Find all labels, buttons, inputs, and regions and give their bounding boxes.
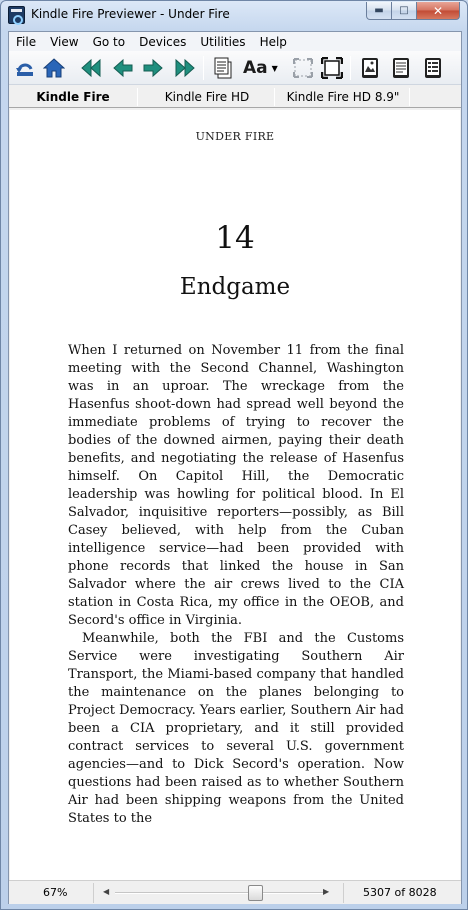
first-page-icon	[80, 57, 102, 79]
menu-bar	[9, 32, 461, 51]
fit-page-button[interactable]	[320, 56, 344, 80]
book-page[interactable]	[10, 110, 460, 880]
window-title: Kindle Fire Previewer - Under Fire	[31, 7, 230, 21]
fit-page-icon	[321, 57, 343, 79]
paragraph: Meanwhile, both the FBI and the Customs Service were investigating Southern Air Transport, the Miami-based company that handled the maintenance on the planes belonging to Project Democracy. Years earlier, Southern Air had been a CIA proprietary, and it still provided contract services to several U.S. government agencies—and to Dick Secord's operation. Now questions had been raised as to whether Southern Air had been shipping weapons from the United States to the	[68, 631, 404, 826]
settings-view-icon	[422, 57, 444, 79]
settings-view-button[interactable]	[421, 56, 445, 80]
minimize-button[interactable]	[366, 2, 392, 20]
minimize-icon: ▬	[374, 5, 384, 16]
scroll-left-arrow-icon[interactable]: ◀	[103, 887, 110, 896]
device-tabs	[9, 86, 461, 108]
last-page-icon	[174, 57, 196, 79]
menu-devices[interactable]: Devices	[139, 34, 187, 49]
dropdown-arrow-icon: ▼	[271, 63, 278, 73]
text-view-button[interactable]	[389, 56, 413, 80]
menu-file[interactable]: File	[16, 34, 37, 49]
font-size-icon: Aa	[243, 58, 268, 78]
menu-go-to[interactable]: Go to	[92, 34, 126, 49]
toolbar	[9, 51, 461, 85]
tab-separator	[409, 88, 410, 106]
toolbar-separator	[203, 56, 204, 80]
maximize-button[interactable]	[392, 2, 417, 20]
close-icon: ✕	[432, 3, 444, 18]
page-slider-thumb[interactable]	[248, 885, 263, 901]
cover-view-icon	[359, 57, 381, 79]
chapter-title: Endgame	[179, 274, 291, 300]
text-view-icon	[390, 57, 412, 79]
toolbar-separator	[350, 56, 351, 80]
home-icon	[43, 57, 65, 79]
paragraph: When I returned on November 11 from the final meeting with the Second Channel, Washington was in an uproar. The wreckage from the Hasenfus shoot-down had spread well beyond the immediate problems of trying to recover the bodies of the downed airmen, paying their death benefits, and negotiating the release of Hasenfus himself. On Capitol Hill, the Democratic leadership was howling for political blood. In El Salvador, inquisitive reporters—possibly, as Bill Casey believed, with help from the Cuban intelligence service—had been provided with phone records that linked the house in San Salvador where the air crews lived to the CIA station in Costa Rica, my office in the OEOB, and Secord's office in Virginia.	[68, 343, 404, 628]
fullscreen-icon	[292, 57, 314, 79]
menu-utilities[interactable]: Utilities	[200, 34, 246, 49]
tab-separator	[274, 88, 275, 106]
running-head: UNDER FIRE	[195, 130, 275, 143]
status-bar	[9, 880, 461, 904]
previous-page-button[interactable]	[111, 56, 135, 80]
first-page-button[interactable]	[79, 56, 103, 80]
fullscreen-button[interactable]	[291, 56, 315, 80]
client-area	[8, 31, 462, 904]
tab-separator	[137, 88, 138, 106]
page-slider-track[interactable]	[115, 892, 325, 894]
page-location: 5307 of 8028	[363, 886, 437, 899]
previous-page-icon	[112, 57, 134, 79]
home-button[interactable]	[42, 56, 66, 80]
tab-kindle-fire-hd-8-9[interactable]: Kindle Fire HD 8.9"	[286, 90, 400, 104]
next-page-button[interactable]	[141, 56, 165, 80]
table-of-contents-icon	[212, 57, 234, 79]
chapter-number: 14	[215, 220, 255, 256]
rotate-icon	[14, 57, 36, 79]
tab-kindle-fire[interactable]: Kindle Fire	[36, 90, 110, 104]
font-size-button[interactable]	[243, 56, 287, 80]
table-of-contents-button[interactable]	[211, 56, 235, 80]
next-page-icon	[142, 57, 164, 79]
menu-help[interactable]: Help	[259, 34, 287, 49]
kindle-app-icon[interactable]	[8, 6, 25, 24]
window-controls	[366, 2, 460, 20]
status-divider	[93, 883, 94, 903]
menu-view[interactable]: View	[50, 34, 79, 49]
cover-view-button[interactable]	[358, 56, 382, 80]
maximize-icon: □	[399, 5, 409, 16]
tab-kindle-fire-hd[interactable]: Kindle Fire HD	[164, 90, 250, 104]
close-button[interactable]	[417, 2, 460, 20]
chapter-body	[68, 342, 404, 828]
status-divider	[343, 883, 344, 903]
title-bar[interactable]	[1, 1, 467, 29]
rotate-button[interactable]	[13, 56, 37, 80]
zoom-level: 67%	[43, 886, 68, 899]
scroll-right-arrow-icon[interactable]: ▶	[323, 887, 330, 896]
last-page-button[interactable]	[173, 56, 197, 80]
